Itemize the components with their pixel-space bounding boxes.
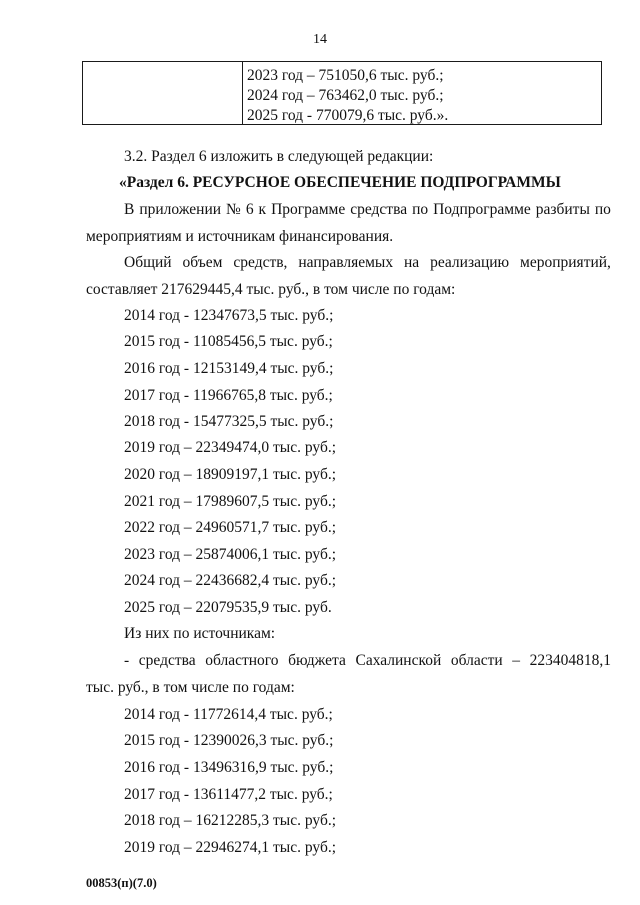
word: по — [594, 201, 611, 218]
sources-intro: Из них по источникам: — [124, 625, 276, 642]
word: – — [512, 652, 521, 669]
word: В — [124, 201, 135, 218]
word: Сахалинской — [355, 652, 442, 669]
total-year-2025: 2025 год – 22079535,9 тыс. руб. — [124, 599, 332, 616]
regional-year-2019: 2019 год – 22946274,1 тыс. руб.; — [124, 839, 337, 856]
para1-line2: мероприятиям и источникам финансирования. — [86, 228, 394, 245]
table-row: 2023 год – 751050,6 тыс. руб.; — [247, 67, 444, 84]
word: бюджета — [288, 652, 346, 669]
word: Программе — [271, 201, 346, 218]
para1-line1 — [124, 200, 611, 220]
total-year-2016: 2016 год - 12153149,4 тыс. руб.; — [124, 360, 334, 377]
word: реализацию — [430, 254, 510, 271]
word: по — [412, 201, 429, 218]
word: областного — [205, 652, 279, 669]
para2-line2: составляет 217629445,4 тыс. руб., в том числе по годам: — [86, 281, 456, 298]
regional-year-2014: 2014 год - 11772614,4 тыс. руб.; — [124, 706, 333, 723]
word: разбиты — [535, 201, 590, 218]
total-year-2014: 2014 год - 12347673,5 тыс. руб.; — [124, 307, 334, 324]
word: области — [450, 652, 503, 669]
word: объем — [182, 254, 223, 271]
word: Общий — [124, 254, 172, 271]
word: к — [258, 201, 267, 218]
regional-year-2015: 2015 год - 12390026,3 тыс. руб.; — [124, 732, 334, 749]
word: направляемых — [298, 254, 394, 271]
total-year-2015: 2015 год - 11085456,5 тыс. руб.; — [124, 333, 333, 350]
regional-year-2017: 2017 год - 13611477,2 тыс. руб.; — [124, 786, 333, 803]
total-year-2024: 2024 год – 22436682,4 тыс. руб.; — [124, 572, 337, 589]
total-year-2017: 2017 год - 11966765,8 тыс. руб.; — [124, 387, 333, 404]
word: на — [403, 254, 420, 271]
word: мероприятий, — [520, 254, 611, 271]
table-row: 2024 год – 763462,0 тыс. руб.; — [247, 87, 444, 104]
word: - — [124, 652, 130, 669]
page-number: 14 — [313, 32, 327, 47]
regional-year-2018: 2018 год – 16212285,3 тыс. руб.; — [124, 812, 337, 829]
regional-budget-line1 — [124, 651, 611, 671]
regional-year-2016: 2016 год - 13496316,9 тыс. руб.; — [124, 759, 334, 776]
table-row: 2025 год - 770079,6 тыс. руб.». — [247, 107, 449, 124]
regional-budget-line2: тыс. руб., в том числе по годам: — [86, 679, 295, 696]
total-year-2022: 2022 год – 24960571,7 тыс. руб.; — [124, 519, 337, 536]
word: средства — [138, 652, 196, 669]
section-intro: 3.2. Раздел 6 изложить в следующей редакции: — [124, 148, 434, 165]
continuation-table — [82, 61, 602, 125]
total-year-2023: 2023 год – 25874006,1 тыс. руб.; — [124, 546, 337, 563]
word: 6 — [245, 201, 254, 218]
total-year-2021: 2021 год – 17989607,5 тыс. руб.; — [124, 493, 337, 510]
para2-line1 — [124, 253, 611, 273]
total-year-2020: 2020 год – 18909197,1 тыс. руб.; — [124, 466, 337, 483]
table-empty-cell — [83, 62, 243, 124]
word: средства — [350, 201, 408, 218]
word: Подпрограмме — [433, 201, 531, 218]
table-funding-cell — [243, 62, 448, 124]
word: № — [226, 201, 241, 218]
total-year-2019: 2019 год – 22349474,0 тыс. руб.; — [124, 439, 337, 456]
word: 223404818,1 — [529, 652, 611, 669]
total-year-2018: 2018 год - 15477325,5 тыс. руб.; — [124, 413, 334, 430]
document-code: 00853(п)(7.0) — [86, 876, 157, 890]
word: приложении — [139, 201, 222, 218]
section-heading: «Раздел 6. РЕСУРСНОЕ ОБЕСПЕЧЕНИЕ ПОДПРОГРАММЫ — [119, 174, 561, 191]
word: средств, — [233, 254, 288, 271]
